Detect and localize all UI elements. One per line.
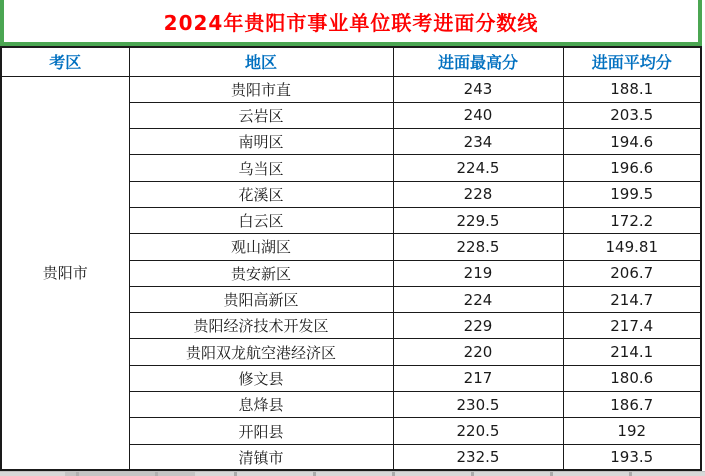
table-body [1, 76, 701, 470]
score-table [0, 46, 702, 471]
avg-score-cell: 199.5 [563, 181, 701, 207]
area-cell: 息烽县 [129, 392, 393, 418]
column-header-avg-score: 进面平均分 [563, 47, 701, 76]
area-cell: 云岩区 [129, 102, 393, 128]
page-title: 2024年贵阳市事业单位联考进面分数线 [163, 10, 539, 35]
max-score-cell: 234 [393, 129, 563, 155]
max-score-cell: 230.5 [393, 392, 563, 418]
avg-score-cell: 217.4 [563, 313, 701, 339]
area-cell: 贵安新区 [129, 260, 393, 286]
header-row [1, 47, 701, 76]
avg-score-cell: 188.1 [563, 76, 701, 102]
avg-score-cell: 172.2 [563, 207, 701, 233]
column-header-exam-district: 考区 [1, 47, 129, 76]
max-score-cell: 229.5 [393, 207, 563, 233]
area-cell: 观山湖区 [129, 234, 393, 260]
max-score-cell: 217 [393, 365, 563, 391]
avg-score-cell: 214.7 [563, 286, 701, 312]
avg-score-cell: 193.5 [563, 444, 701, 470]
max-score-cell: 219 [393, 260, 563, 286]
area-cell: 修文县 [129, 365, 393, 391]
table-row [1, 76, 701, 102]
max-score-cell: 228.5 [393, 234, 563, 260]
avg-score-cell: 192 [563, 418, 701, 444]
avg-score-cell: 196.6 [563, 155, 701, 181]
clipped-gridline-strip [0, 471, 705, 476]
column-header-max-score: 进面最高分 [393, 47, 563, 76]
area-cell: 花溪区 [129, 181, 393, 207]
avg-score-cell: 214.1 [563, 339, 701, 365]
column-header-area: 地区 [129, 47, 393, 76]
avg-score-cell: 186.7 [563, 392, 701, 418]
max-score-cell: 243 [393, 76, 563, 102]
max-score-cell: 228 [393, 181, 563, 207]
area-cell: 白云区 [129, 207, 393, 233]
max-score-cell: 229 [393, 313, 563, 339]
area-cell: 开阳县 [129, 418, 393, 444]
max-score-cell: 240 [393, 102, 563, 128]
max-score-cell: 220.5 [393, 418, 563, 444]
area-cell: 贵阳高新区 [129, 286, 393, 312]
gridline-segment [65, 472, 195, 476]
avg-score-cell: 180.6 [563, 365, 701, 391]
area-cell: 清镇市 [129, 444, 393, 470]
area-cell: 乌当区 [129, 155, 393, 181]
avg-score-cell: 194.6 [563, 129, 701, 155]
max-score-cell: 232.5 [393, 444, 563, 470]
avg-score-cell: 203.5 [563, 102, 701, 128]
max-score-cell: 220 [393, 339, 563, 365]
area-cell: 贵阳市直 [129, 76, 393, 102]
max-score-cell: 224 [393, 286, 563, 312]
avg-score-cell: 149.81 [563, 234, 701, 260]
area-cell: 贵阳双龙航空港经济区 [129, 339, 393, 365]
max-score-cell: 224.5 [393, 155, 563, 181]
table-header [1, 47, 701, 76]
area-cell: 贵阳经济技术开发区 [129, 313, 393, 339]
exam-district-cell: 贵阳市 [1, 76, 129, 470]
area-cell: 南明区 [129, 129, 393, 155]
avg-score-cell: 206.7 [563, 260, 701, 286]
title-banner [0, 0, 702, 46]
